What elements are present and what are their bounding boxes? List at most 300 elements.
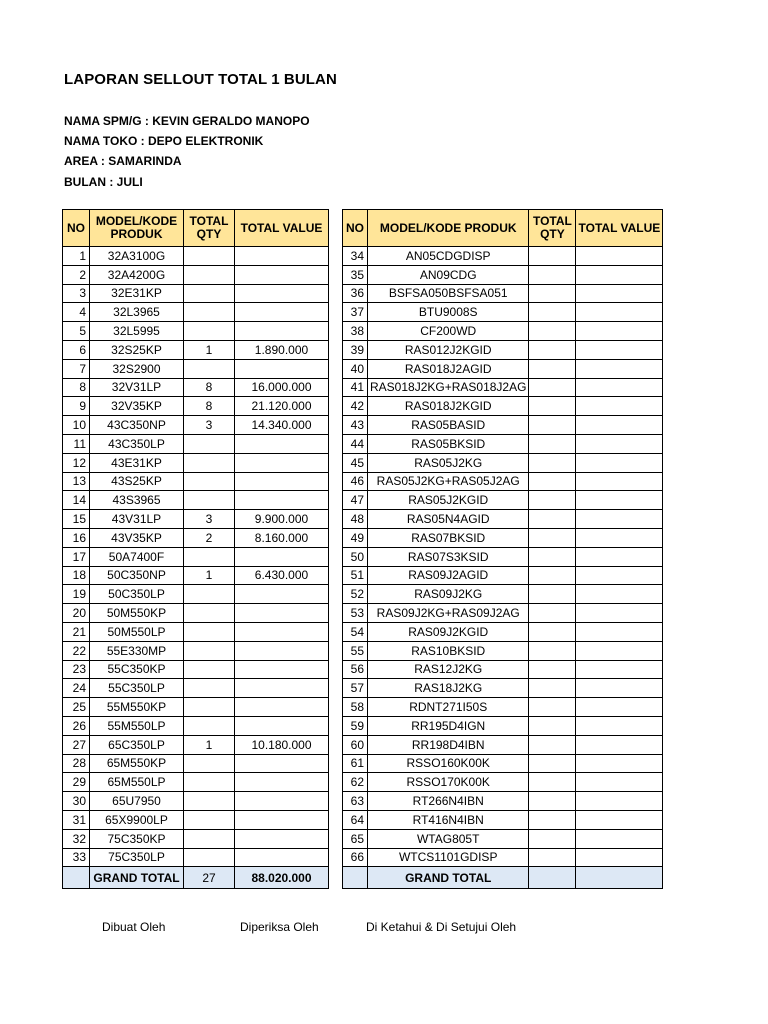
row-value: [235, 660, 329, 679]
table-row: [343, 247, 663, 266]
row-model: 50C350LP: [90, 585, 184, 604]
row-value: [576, 660, 663, 679]
row-no: 46: [343, 472, 368, 491]
row-no: 7: [63, 359, 90, 378]
row-value: [576, 622, 663, 641]
row-model: 75C350KP: [90, 829, 184, 848]
row-no: 56: [343, 660, 368, 679]
row-no: 59: [343, 716, 368, 735]
col-value-header: TOTAL VALUE: [576, 210, 663, 247]
grand-total-qty: [529, 867, 576, 889]
row-value: [576, 773, 663, 792]
row-no: 33: [63, 848, 90, 867]
row-model: RAS018J2KG+RAS018J2AG: [368, 378, 529, 397]
row-no: 51: [343, 566, 368, 585]
row-value: [576, 434, 663, 453]
signature-checked-by: Diperiksa Oleh: [240, 920, 319, 934]
row-no: 32: [63, 829, 90, 848]
row-model: 55C350LP: [90, 679, 184, 698]
row-value: [235, 265, 329, 284]
row-value: [576, 698, 663, 717]
row-qty: [184, 641, 235, 660]
col-value-header: TOTAL VALUE: [235, 210, 329, 247]
row-qty: [529, 453, 576, 472]
row-model: RAS10BKSID: [368, 641, 529, 660]
table-row: [63, 322, 329, 341]
sellout-table-left: [62, 209, 329, 889]
row-value: [576, 322, 663, 341]
row-value: [576, 303, 663, 322]
row-no: 10: [63, 416, 90, 435]
row-value: [576, 604, 663, 623]
col-qty-header-line2: QTY: [540, 227, 565, 241]
row-no: 20: [63, 604, 90, 623]
row-model: AN05CDGDISP: [368, 247, 529, 266]
row-model: CF200WD: [368, 322, 529, 341]
table-row: [63, 491, 329, 510]
table-row: [63, 284, 329, 303]
grand-total-qty: 27: [184, 867, 235, 889]
row-value: [576, 510, 663, 529]
table-row: [343, 453, 663, 472]
table-row: [343, 773, 663, 792]
row-model: RAS07S3KSID: [368, 547, 529, 566]
table-row: [63, 660, 329, 679]
row-qty: [529, 416, 576, 435]
table-row: [63, 340, 329, 359]
row-qty: [529, 434, 576, 453]
row-value: [576, 265, 663, 284]
row-qty: [184, 434, 235, 453]
row-value: [235, 359, 329, 378]
table-row: [63, 359, 329, 378]
row-value: [235, 716, 329, 735]
row-qty: [184, 491, 235, 510]
table-row: [63, 735, 329, 754]
row-value: [576, 547, 663, 566]
table-row: [343, 265, 663, 284]
table-row: [343, 472, 663, 491]
row-model: 32S2900: [90, 359, 184, 378]
row-no: 19: [63, 585, 90, 604]
row-qty: [529, 397, 576, 416]
table-row: [343, 416, 663, 435]
row-qty: [529, 585, 576, 604]
row-qty: [184, 453, 235, 472]
table-row: [63, 698, 329, 717]
grand-total-value: [576, 867, 663, 889]
row-no: 50: [343, 547, 368, 566]
row-qty: [529, 322, 576, 341]
table-body-left: [63, 247, 329, 867]
row-model: 43V35KP: [90, 528, 184, 547]
table-row: [63, 829, 329, 848]
table-row: [343, 397, 663, 416]
row-no: 58: [343, 698, 368, 717]
row-no: 39: [343, 340, 368, 359]
table-row: [343, 641, 663, 660]
row-model: RAS12J2KG: [368, 660, 529, 679]
row-qty: [529, 566, 576, 585]
col-no-header: NO: [63, 210, 90, 247]
row-no: 12: [63, 453, 90, 472]
row-value: [235, 773, 329, 792]
row-no: 60: [343, 735, 368, 754]
row-qty: [529, 303, 576, 322]
row-model: 32L3965: [90, 303, 184, 322]
row-no: 40: [343, 359, 368, 378]
row-no: 54: [343, 622, 368, 641]
grand-total-label: GRAND TOTAL: [90, 867, 184, 889]
row-qty: 8: [184, 397, 235, 416]
table-row: [343, 303, 663, 322]
row-model: 43E31KP: [90, 453, 184, 472]
row-model: 65M550KP: [90, 754, 184, 773]
row-no: 57: [343, 679, 368, 698]
row-qty: [529, 528, 576, 547]
row-value: 6.430.000: [235, 566, 329, 585]
table-row: [343, 829, 663, 848]
row-model: 50C350NP: [90, 566, 184, 585]
row-qty: [184, 359, 235, 378]
row-no: 48: [343, 510, 368, 529]
row-qty: [529, 716, 576, 735]
row-value: [235, 622, 329, 641]
row-no: 26: [63, 716, 90, 735]
row-model: 50M550KP: [90, 604, 184, 623]
row-value: [576, 247, 663, 266]
row-value: [235, 472, 329, 491]
row-no: 44: [343, 434, 368, 453]
row-value: [235, 679, 329, 698]
row-value: [576, 566, 663, 585]
row-value: [576, 397, 663, 416]
row-value: [235, 434, 329, 453]
row-qty: [529, 247, 576, 266]
row-value: [576, 359, 663, 378]
row-model: 55M550KP: [90, 698, 184, 717]
row-no: 65: [343, 829, 368, 848]
row-no: 5: [63, 322, 90, 341]
table-row: [63, 773, 329, 792]
row-qty: [529, 491, 576, 510]
row-value: [576, 848, 663, 867]
row-model: 32V35KP: [90, 397, 184, 416]
row-model: 32A3100G: [90, 247, 184, 266]
row-qty: [184, 265, 235, 284]
row-no: 41: [343, 378, 368, 397]
row-model: 50M550LP: [90, 622, 184, 641]
row-qty: [529, 622, 576, 641]
row-qty: [529, 660, 576, 679]
row-no: 35: [343, 265, 368, 284]
row-value: [235, 453, 329, 472]
row-qty: [529, 848, 576, 867]
row-qty: [184, 322, 235, 341]
row-model: RAS05J2KGID: [368, 491, 529, 510]
row-qty: [184, 472, 235, 491]
row-qty: [184, 773, 235, 792]
row-no: 8: [63, 378, 90, 397]
row-value: [576, 340, 663, 359]
row-no: 34: [343, 247, 368, 266]
row-model: RAS09J2KG+RAS09J2AG: [368, 604, 529, 623]
table-row: [343, 547, 663, 566]
row-qty: [184, 622, 235, 641]
row-value: [235, 604, 329, 623]
row-value: [576, 472, 663, 491]
table-row: [63, 434, 329, 453]
table-row: [63, 585, 329, 604]
grand-total-label: GRAND TOTAL: [368, 867, 529, 889]
row-model: 75C350LP: [90, 848, 184, 867]
row-qty: [529, 547, 576, 566]
row-model: RAS05J2KG+RAS05J2AG: [368, 472, 529, 491]
table-row: [343, 585, 663, 604]
area: AREA : SAMARINDA: [64, 154, 182, 168]
row-model: RAS05BKSID: [368, 434, 529, 453]
row-model: AN09CDG: [368, 265, 529, 284]
table-row: [343, 528, 663, 547]
row-qty: [529, 604, 576, 623]
row-value: [576, 829, 663, 848]
table-row: [343, 698, 663, 717]
table-row: [63, 510, 329, 529]
table-row: [343, 716, 663, 735]
row-no: 9: [63, 397, 90, 416]
row-model: 65U7950: [90, 792, 184, 811]
row-model: RAS018J2AGID: [368, 359, 529, 378]
row-qty: [184, 792, 235, 811]
row-model: RAS012J2KGID: [368, 340, 529, 359]
row-value: [235, 284, 329, 303]
table-row: [63, 641, 329, 660]
row-no: 14: [63, 491, 90, 510]
grand-total-spacer: [63, 867, 90, 889]
table-row: [63, 378, 329, 397]
row-model: WTAG805T: [368, 829, 529, 848]
table-row: [343, 284, 663, 303]
table-row: [343, 660, 663, 679]
row-model: 43S3965: [90, 491, 184, 510]
table-row: [343, 322, 663, 341]
row-value: [576, 754, 663, 773]
row-qty: 2: [184, 528, 235, 547]
col-no-header: NO: [343, 210, 368, 247]
row-value: [576, 735, 663, 754]
table-row: [63, 303, 329, 322]
row-value: [235, 848, 329, 867]
row-model: 43C350NP: [90, 416, 184, 435]
table-row: [343, 810, 663, 829]
table-row: [63, 265, 329, 284]
row-qty: [529, 792, 576, 811]
row-no: 3: [63, 284, 90, 303]
row-value: 9.900.000: [235, 510, 329, 529]
row-qty: 3: [184, 416, 235, 435]
row-value: [576, 528, 663, 547]
table-row: [343, 491, 663, 510]
row-no: 22: [63, 641, 90, 660]
row-model: 65M550LP: [90, 773, 184, 792]
row-model: RAS05J2KG: [368, 453, 529, 472]
row-value: [235, 829, 329, 848]
row-no: 21: [63, 622, 90, 641]
row-qty: [529, 378, 576, 397]
row-no: 55: [343, 641, 368, 660]
row-no: 27: [63, 735, 90, 754]
row-model: RAS05N4AGID: [368, 510, 529, 529]
row-value: 21.120.000: [235, 397, 329, 416]
row-model: RAS05BASID: [368, 416, 529, 435]
table-row: [343, 566, 663, 585]
row-no: 1: [63, 247, 90, 266]
row-model: RAS09J2KG: [368, 585, 529, 604]
col-qty-header-line2: QTY: [196, 227, 222, 241]
row-value: [576, 585, 663, 604]
row-value: 16.000.000: [235, 378, 329, 397]
row-value: [235, 792, 329, 811]
row-value: [576, 453, 663, 472]
row-value: [235, 247, 329, 266]
row-qty: [529, 284, 576, 303]
table-row: [343, 792, 663, 811]
row-no: 45: [343, 453, 368, 472]
row-no: 11: [63, 434, 90, 453]
row-model: RAS018J2KGID: [368, 397, 529, 416]
row-value: [576, 491, 663, 510]
col-model-header: MODEL/KODE PRODUK: [368, 210, 529, 247]
grand-total-row: [343, 867, 663, 889]
row-value: 8.160.000: [235, 528, 329, 547]
col-qty-header-line1: TOTAL: [189, 214, 229, 228]
row-model: 65C350LP: [90, 735, 184, 754]
col-qty-header-line1: TOTAL: [532, 214, 572, 228]
table-row: [63, 754, 329, 773]
table-row: [63, 247, 329, 266]
row-no: 30: [63, 792, 90, 811]
table-row: [63, 472, 329, 491]
row-model: RR198D4IBN: [368, 735, 529, 754]
row-no: 15: [63, 510, 90, 529]
row-model: 55C350KP: [90, 660, 184, 679]
table-row: [343, 434, 663, 453]
row-model: 65X9900LP: [90, 810, 184, 829]
row-model: BTU9008S: [368, 303, 529, 322]
row-no: 62: [343, 773, 368, 792]
col-qty-header: [529, 210, 576, 247]
report-title: LAPORAN SELLOUT TOTAL 1 BULAN: [64, 71, 337, 88]
row-qty: [529, 679, 576, 698]
row-qty: [184, 679, 235, 698]
row-model: 43C350LP: [90, 434, 184, 453]
row-qty: 8: [184, 378, 235, 397]
row-value: [235, 641, 329, 660]
row-qty: [184, 810, 235, 829]
row-model: 43V31LP: [90, 510, 184, 529]
signature-approved-by: Di Ketahui & Di Setujui Oleh: [366, 920, 517, 934]
table-row: [63, 604, 329, 623]
row-qty: [529, 472, 576, 491]
row-qty: [184, 660, 235, 679]
table-body-right: [343, 247, 663, 867]
row-qty: [529, 829, 576, 848]
row-value: 10.180.000: [235, 735, 329, 754]
row-qty: [529, 359, 576, 378]
row-no: 37: [343, 303, 368, 322]
row-no: 47: [343, 491, 368, 510]
table-row: [63, 397, 329, 416]
row-qty: [184, 303, 235, 322]
signature-created-by: Dibuat Oleh: [102, 920, 166, 934]
row-model: 55M550LP: [90, 716, 184, 735]
row-qty: [184, 829, 235, 848]
table-row: [63, 528, 329, 547]
row-no: 6: [63, 340, 90, 359]
row-value: [235, 491, 329, 510]
table-row: [63, 679, 329, 698]
row-model: 32E31KP: [90, 284, 184, 303]
row-model: RT416N4IBN: [368, 810, 529, 829]
table-row: [343, 679, 663, 698]
row-qty: [184, 716, 235, 735]
table-row: [63, 792, 329, 811]
grand-total-spacer: [343, 867, 368, 889]
grand-total-row: [63, 867, 329, 889]
row-model: RAS09J2AGID: [368, 566, 529, 585]
row-value: [235, 754, 329, 773]
row-no: 42: [343, 397, 368, 416]
row-qty: 3: [184, 510, 235, 529]
row-value: [235, 698, 329, 717]
row-value: [576, 416, 663, 435]
row-model: RAS18J2KG: [368, 679, 529, 698]
row-value: [576, 792, 663, 811]
row-model: 32L5995: [90, 322, 184, 341]
row-value: [235, 585, 329, 604]
row-value: [235, 322, 329, 341]
table-row: [63, 716, 329, 735]
row-model: 32V31LP: [90, 378, 184, 397]
row-value: [235, 547, 329, 566]
row-qty: [184, 247, 235, 266]
row-no: 16: [63, 528, 90, 547]
row-model: 55E330MP: [90, 641, 184, 660]
row-qty: [529, 340, 576, 359]
row-model: WTCS1101GDISP: [368, 848, 529, 867]
table-row: [63, 416, 329, 435]
row-no: 49: [343, 528, 368, 547]
row-qty: [184, 284, 235, 303]
row-qty: [184, 698, 235, 717]
row-qty: [184, 547, 235, 566]
table-row: [63, 453, 329, 472]
row-no: 24: [63, 679, 90, 698]
row-model: RAS09J2KGID: [368, 622, 529, 641]
row-value: 14.340.000: [235, 416, 329, 435]
row-qty: [529, 754, 576, 773]
row-model: BSFSA050BSFSA051: [368, 284, 529, 303]
row-model: RSSO170K00K: [368, 773, 529, 792]
table-row: [63, 566, 329, 585]
table-row: [63, 810, 329, 829]
table-row: [343, 604, 663, 623]
table-row: [343, 735, 663, 754]
row-no: 23: [63, 660, 90, 679]
row-model: 32S25KP: [90, 340, 184, 359]
row-model: RR195D4IGN: [368, 716, 529, 735]
row-model: 43S25KP: [90, 472, 184, 491]
